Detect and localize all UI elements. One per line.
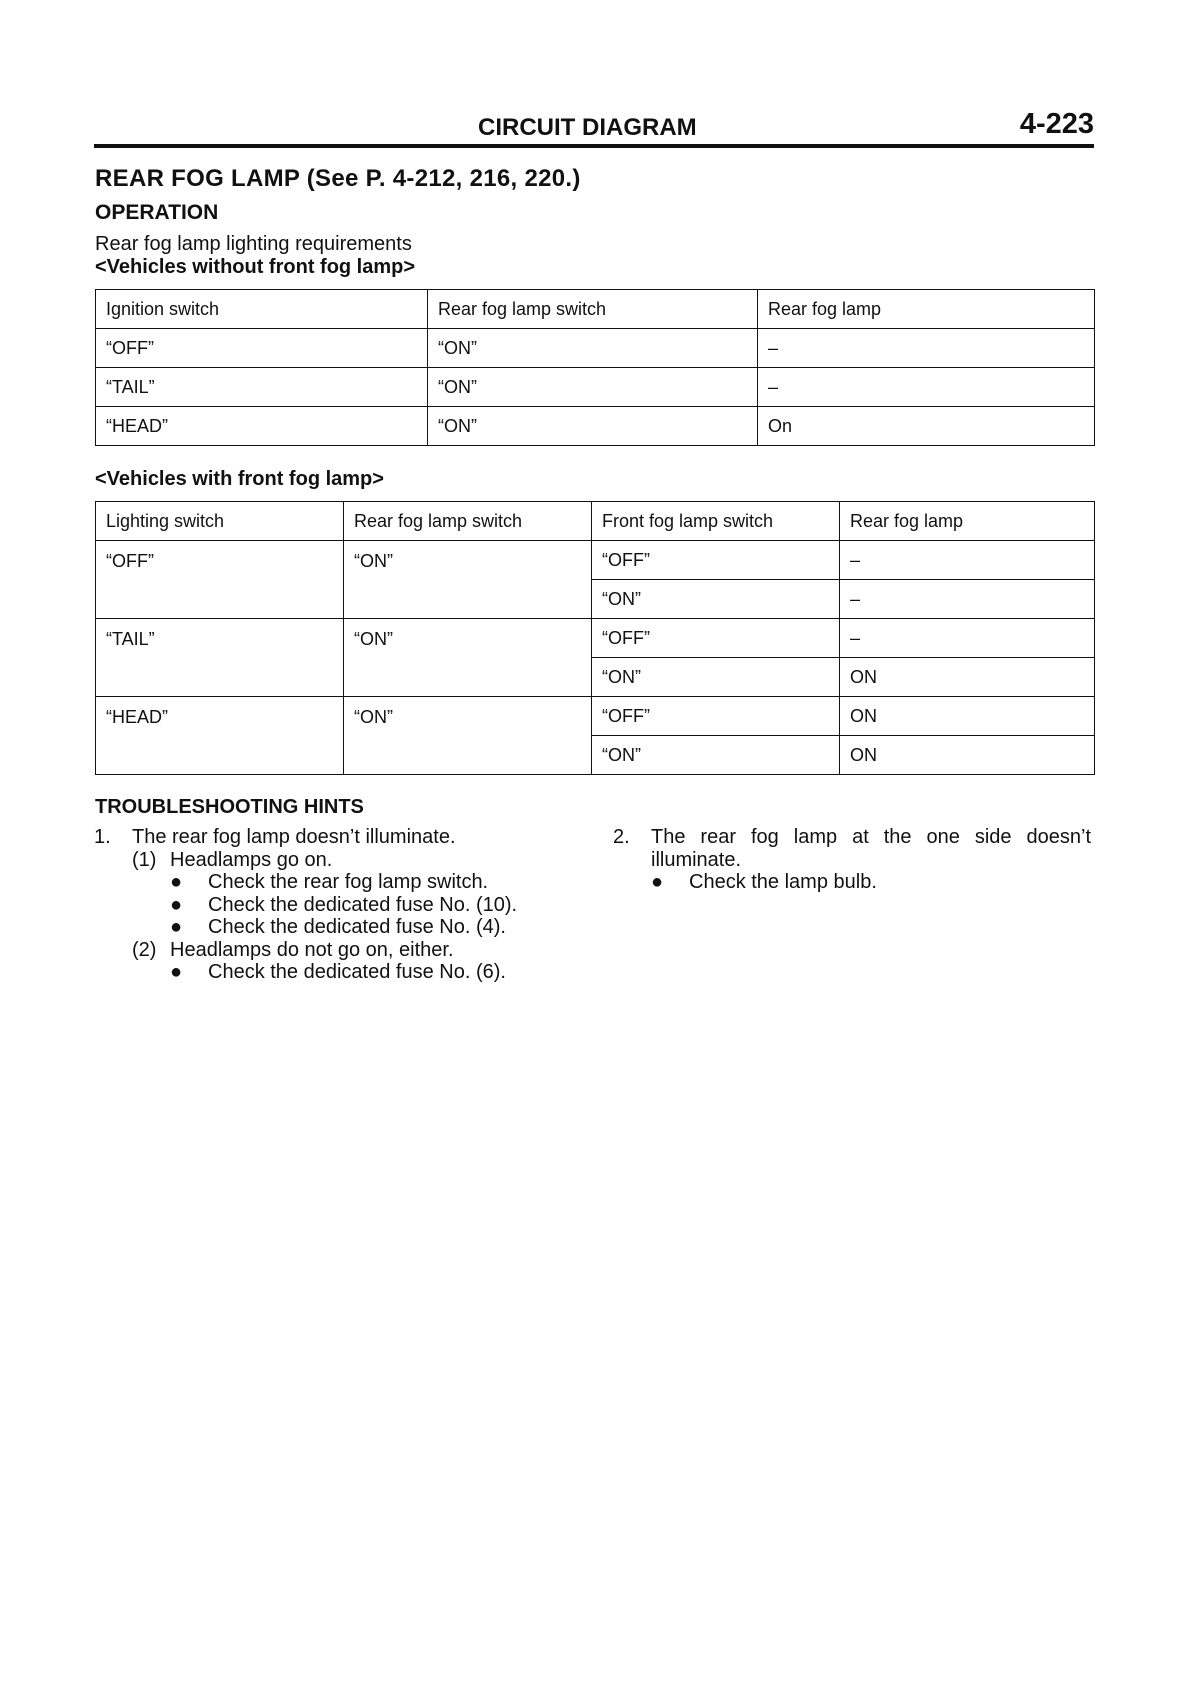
item-text: The rear fog lamp doesn’t illuminate. xyxy=(132,826,456,848)
table-cell: – xyxy=(758,329,1095,368)
table-header-row xyxy=(96,502,1095,541)
table-cell: “ON” xyxy=(428,329,758,368)
bullet-item xyxy=(94,871,614,894)
table-cell: – xyxy=(840,619,1095,658)
table-cell: “ON” xyxy=(344,697,592,775)
table-cell: “ON” xyxy=(428,407,758,446)
troubleshooting-item-1 xyxy=(94,826,614,984)
table-cell: On xyxy=(758,407,1095,446)
page-number: 4-223 xyxy=(1019,108,1094,140)
table-cell: ON xyxy=(840,658,1095,697)
table-cell: “TAIL” xyxy=(96,368,428,407)
operation-heading: OPERATION xyxy=(95,201,219,224)
table-with-front-fog xyxy=(95,501,1095,775)
bullet-item xyxy=(94,961,614,984)
section-title: CIRCUIT DIAGRAM xyxy=(478,114,697,141)
bullet-item xyxy=(94,894,614,917)
bullet-icon: ● xyxy=(651,871,664,893)
page-title: REAR FOG LAMP (See P. 4-212, 216, 220.) xyxy=(95,165,581,192)
header-cell: Rear fog lamp xyxy=(840,502,1095,541)
header-cell: Lighting switch xyxy=(96,502,344,541)
list-item xyxy=(94,826,614,849)
header-cell: Rear fog lamp switch xyxy=(428,290,758,329)
bullet-item xyxy=(613,871,1093,894)
bullet-icon: ● xyxy=(170,871,183,893)
table-cell: “HEAD” xyxy=(96,407,428,446)
without-front-fog-subheading: <Vehicles without front fog lamp> xyxy=(95,256,416,278)
bullet-text: Check the dedicated fuse No. (4). xyxy=(208,916,506,938)
bullet-item xyxy=(94,916,614,939)
bullet-icon: ● xyxy=(170,916,183,938)
list-item-continuation xyxy=(613,849,1093,872)
table-cell: – xyxy=(840,580,1095,619)
table-row xyxy=(96,697,1095,736)
requirements-text: Rear fog lamp lighting requirements xyxy=(95,233,412,255)
sub-item xyxy=(94,849,614,872)
list-item xyxy=(613,826,1093,849)
table-cell: ON xyxy=(840,736,1095,775)
table-without-front-fog xyxy=(95,289,1095,446)
sub-item-text: Headlamps do not go on, either. xyxy=(170,938,454,961)
table-cell: – xyxy=(840,541,1095,580)
table-cell: “OFF” xyxy=(592,541,840,580)
table-cell: “OFF” xyxy=(96,329,428,368)
sub-item xyxy=(94,939,614,962)
table-cell: “ON” xyxy=(592,658,840,697)
header-cell: Ignition switch xyxy=(96,290,428,329)
table-row xyxy=(96,368,1095,407)
table-cell: ON xyxy=(840,697,1095,736)
bullet-icon: ● xyxy=(170,893,183,916)
table-row xyxy=(96,329,1095,368)
table-cell: “ON” xyxy=(592,580,840,619)
bullet-text: Check the rear fog lamp switch. xyxy=(208,871,489,893)
table-row xyxy=(96,407,1095,446)
header-cell: Rear fog lamp xyxy=(758,290,1095,329)
bullet-text: Check the lamp bulb. xyxy=(689,871,877,893)
table-cell: “OFF” xyxy=(592,697,840,736)
bullet-icon: ● xyxy=(170,961,183,983)
table-cell: “ON” xyxy=(428,368,758,407)
table-header-row xyxy=(96,290,1095,329)
table-cell: “ON” xyxy=(344,619,592,697)
table-cell: – xyxy=(758,368,1095,407)
bullet-text: Check the dedicated fuse No. (10). xyxy=(208,893,518,916)
header-cell: Front fog lamp switch xyxy=(592,502,840,541)
table-cell: “OFF” xyxy=(592,619,840,658)
table-cell: “ON” xyxy=(344,541,592,619)
with-front-fog-subheading: <Vehicles with front fog lamp> xyxy=(95,468,384,490)
troubleshooting-item-2 xyxy=(613,826,1093,894)
header-cell: Rear fog lamp switch xyxy=(344,502,592,541)
item-number: 2. xyxy=(613,826,630,848)
item-text: illuminate. xyxy=(651,848,742,871)
sub-item-number: (1) xyxy=(132,848,157,871)
table-cell: “OFF” xyxy=(96,541,344,619)
table-cell: “ON” xyxy=(592,736,840,775)
sub-item-number: (2) xyxy=(132,938,157,961)
page-header xyxy=(94,108,1094,148)
table-cell: “TAIL” xyxy=(96,619,344,697)
bullet-text: Check the dedicated fuse No. (6). xyxy=(208,961,506,983)
troubleshooting-heading: TROUBLESHOOTING HINTS xyxy=(95,796,364,818)
table-row xyxy=(96,541,1095,580)
table-cell: “HEAD” xyxy=(96,697,344,775)
table-row xyxy=(96,619,1095,658)
item-text: The rear fog lamp at the one side doesn’t xyxy=(651,826,1091,848)
sub-item-text: Headlamps go on. xyxy=(170,848,333,871)
item-number: 1. xyxy=(94,826,111,848)
